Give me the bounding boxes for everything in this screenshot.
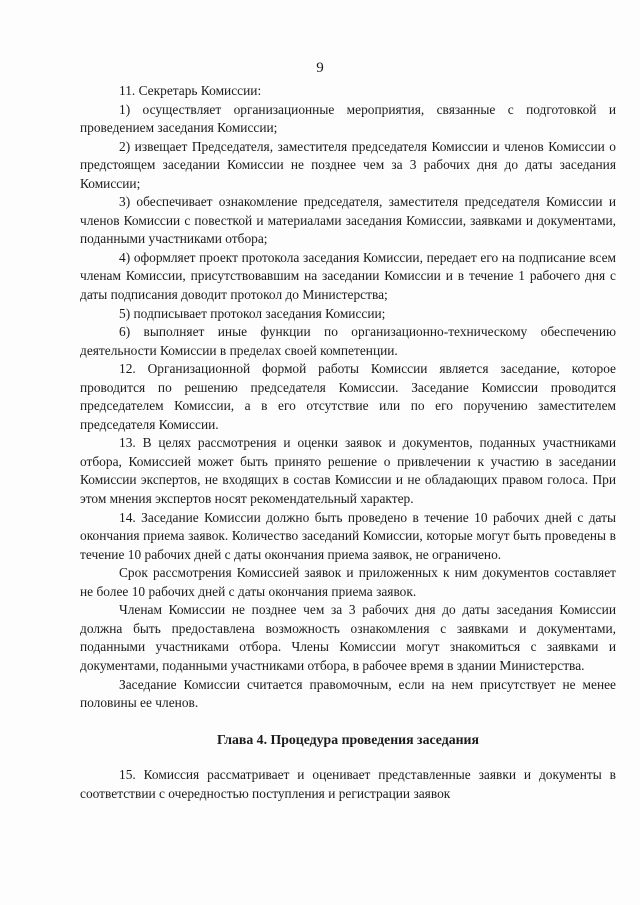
paragraph-13: 13. В целях рассмотрения и оценки заявок и документов, поданных участниками отбора, Комиссией может быть принято решение о привлечении к участию в заседании Комиссии экспертов, не входящих в состав Комиссии и не обладающих правом голоса. При этом мнения экспертов носят рекомендательный характер. bbox=[80, 435, 616, 507]
paragraph-11-item-1: 1) осуществляет организационные мероприятия, связанные с подготовкой и проведением заседания Комиссии; bbox=[80, 101, 616, 136]
paragraph-11-heading: 11. Секретарь Комиссии: bbox=[119, 83, 262, 98]
paragraph-members-access: Членам Комиссии не позднее чем за 3 рабочих дня до даты заседания Комиссии должна быть предоставлена возможность ознакомления с заявками и документами, поданными участниками отбора. Члены Комиссии могут знакомиться с заявками и документами, поданными участниками отбора, в рабочее время в здании Министерства. bbox=[80, 602, 616, 673]
chapter-heading: Глава 4. Процедура проведения заседания bbox=[217, 731, 479, 747]
paragraph-12: 12. Организационной формой работы Комиссии является заседание, которое проводится по решению председателя Комиссии. Заседание Комиссии проводится председателем Комиссии, а в его отсутствие или по его поручению заместителем председателя Комиссии. bbox=[80, 361, 616, 432]
page-number: 9 bbox=[316, 60, 324, 76]
paragraph-11-item-6: 6) выполняет иные функции по организационно-техническому обеспечению деятельности Комиссии в пределах своей компетенции. bbox=[80, 324, 616, 358]
paragraph-11-item-4: 4) оформляет проект протокола заседания Комиссии, передает его на подписание всем членам Комиссии, присутствовавшим на заседании Комиссии и в течение 1 рабочего дня с даты подписания доводит протокол до Министерства; bbox=[80, 249, 616, 303]
paragraph-11-item-3: 3) обеспечивает ознакомление председателя, заместителя председателя Комиссии и членов Комиссии с повесткой и материалами заседания Комиссии, заявками и документами, поданными участниками отбора; bbox=[80, 194, 616, 247]
paragraph-11-item-2: 2) извещает Председателя, заместителя председателя Комиссии и членов Комиссии о предстоящем заседании Комиссии не позднее чем за 3 рабочих дня до даты заседания Комиссии; bbox=[80, 138, 616, 191]
document-body bbox=[80, 82, 616, 803]
paragraph-review-term: Срок рассмотрения Комиссией заявок и приложенных к ним документов составляет не более 10 рабочих дней с даты окончания приема заявок. bbox=[80, 565, 616, 599]
paragraph-quorum: Заседание Комиссии считается правомочным, если на нем присутствует не менее половины ее членов. bbox=[80, 676, 616, 711]
paragraph-11-item-5: 5) подписывает протокол заседания Комиссии; bbox=[119, 305, 386, 321]
paragraph-14: 14. Заседание Комиссии должно быть проведено в течение 10 рабочих дней с даты окончания приема заявок. Количество заседаний Комиссии, которые могут быть проведены в течение 10 рабочих дней с даты окончания приема заявок, не ограничено. bbox=[80, 509, 616, 562]
paragraph-15: 15. Комиссия рассматривает и оценивает представленные заявки и документы в соответствии с очередностью поступления и регистрации заявок bbox=[80, 767, 616, 801]
